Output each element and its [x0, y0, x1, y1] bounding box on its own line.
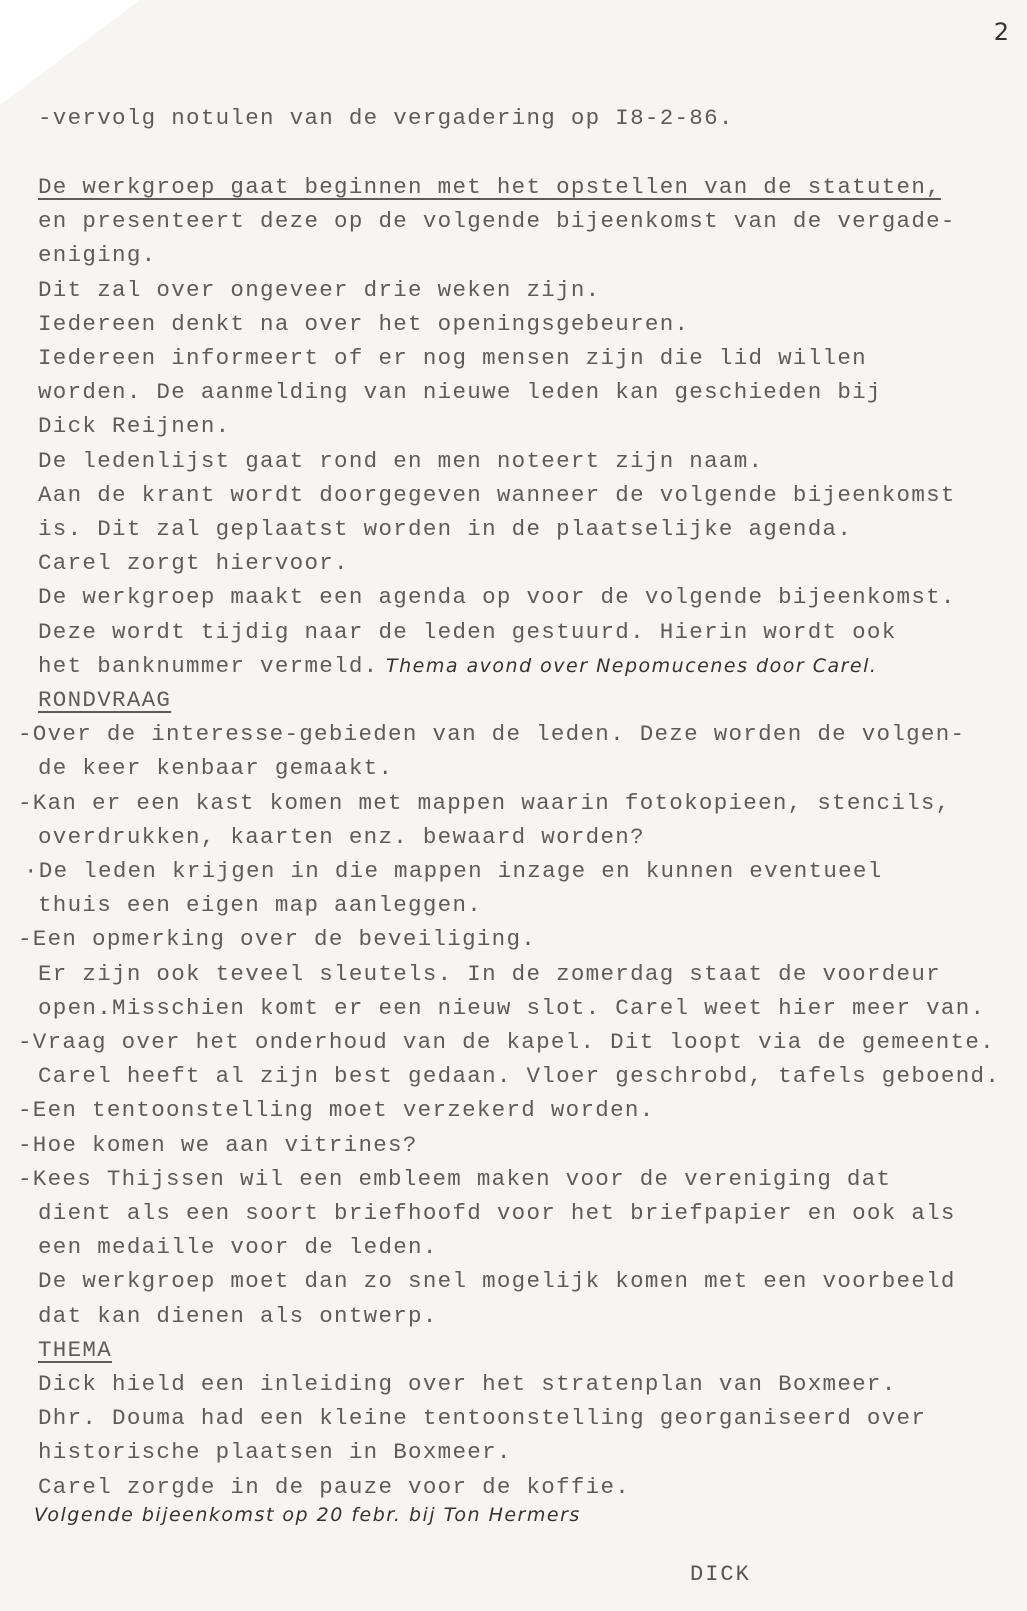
- text-line-content: -Een opmerking over de beveiliging.: [18, 926, 537, 953]
- text-line: [38, 172, 941, 202]
- text-line-content: een medaille voor de leden.: [38, 1234, 438, 1261]
- text-line: [38, 582, 956, 612]
- text-line-content: Carel zorgt hiervoor.: [38, 550, 349, 577]
- text-line: [38, 548, 349, 578]
- text-line: [18, 924, 536, 954]
- text-line: [18, 1164, 891, 1194]
- page-number: 2: [993, 18, 1009, 46]
- text-line-content: -Kees Thijssen wil een embleem maken voor de vereniging dat: [18, 1165, 892, 1192]
- text-line-content: open.Misschien komt er een nieuw slot. Carel weet hier meer van.: [38, 994, 986, 1021]
- text-line-content: ·De leden krijgen in die mappen inzage en kunnen eventueel: [24, 858, 883, 884]
- text-line-content: Iedereen informeert of er nog mensen zijn die lid willen: [38, 345, 867, 371]
- signature: DICK: [690, 1562, 751, 1587]
- text-line-content: RONDVRAAG: [38, 687, 172, 713]
- text-line: [38, 411, 230, 441]
- text-line-content: -Een tentoonstelling moet verzekerd worden.: [18, 1097, 655, 1124]
- text-line-content: Iedereen denkt na over het openingsgebeuren.: [38, 310, 690, 337]
- text-line: [18, 719, 965, 749]
- text-line-content: Dick hield een inleiding over het stratenplan van Boxmeer.: [38, 1371, 897, 1397]
- handwritten-footer: Volgende bijeenkomst op 20 febr. bij Ton Hermers: [34, 1503, 581, 1526]
- text-line: [38, 1198, 956, 1228]
- text-line: [38, 1266, 956, 1296]
- text-line: [38, 822, 645, 852]
- text-line: [38, 480, 956, 510]
- text-line-content: thuis een eigen map aanleggen.: [38, 892, 483, 919]
- text-line-content: -Vraag over het onderhoud van de kapel. Dit loopt via de gemeente.: [18, 1029, 995, 1055]
- text-line-content: -Kan er een kast komen met mappen waarin fotokopieen, stencils,: [18, 789, 951, 816]
- text-line-content: Er zijn ook teveel sleutels. In de zomerdag staat de voordeur: [38, 960, 941, 987]
- text-line: [38, 103, 734, 133]
- text-line-content: Dit zal over ongeveer drie weken zijn.: [38, 276, 601, 303]
- text-line-content: worden. De aanmelding van nieuwe leden kan geschieden bij: [38, 379, 882, 406]
- text-line: [38, 1403, 926, 1433]
- text-line: [38, 617, 897, 647]
- text-line-content: -Over de interesse-gebieden van de leden. Deze worden de volgen-: [18, 721, 966, 748]
- text-line: [18, 1130, 418, 1160]
- text-line-content: dat kan dienen als ontwerp.: [38, 1302, 438, 1329]
- text-line-content: De ledenlijst gaat rond en men noteert zijn naam.: [38, 447, 764, 474]
- text-line: [18, 788, 951, 818]
- text-line-content: de keer kenbaar gemaakt.: [38, 755, 394, 782]
- text-line-content: Carel zorgde in de pauze voor de koffie.: [38, 1473, 631, 1500]
- text-line: [38, 1061, 1000, 1091]
- text-line: [38, 309, 689, 339]
- text-line: [24, 856, 883, 886]
- text-line-content: De werkgroep gaat beginnen met het opstellen van de statuten,: [38, 174, 941, 200]
- text-line: [38, 1301, 438, 1331]
- text-line-content: THEMA: [38, 1336, 113, 1363]
- text-line: [38, 1369, 897, 1399]
- text-line: [18, 1095, 655, 1125]
- text-line-content: het banknummer vermeld.: [38, 652, 379, 679]
- text-line: [38, 685, 171, 715]
- text-line: [38, 1472, 630, 1502]
- text-line: [38, 1232, 438, 1262]
- text-line-content: -Hoe komen we aan vitrines?: [18, 1131, 418, 1158]
- text-line-content: overdrukken, kaarten enz. bewaard worden?: [38, 823, 645, 850]
- text-line-content: De werkgroep moet dan zo snel mogelijk komen met een voorbeeld: [38, 1268, 956, 1295]
- text-line: [38, 993, 985, 1023]
- text-line-content: is. Dit zal geplaatst worden in de plaatselijke agenda.: [38, 516, 853, 542]
- text-line-content: historische plaatsen in Boxmeer.: [38, 1439, 512, 1466]
- text-line: [38, 240, 156, 270]
- text-line-content: Aan de krant wordt doorgegeven wanneer de volgende bijeenkomst: [38, 481, 956, 508]
- text-line-content: Dhr. Douma had een kleine tentoonstelling georganiseerd over: [38, 1405, 927, 1432]
- text-line: [38, 275, 600, 305]
- text-line: [38, 651, 877, 681]
- folded-corner: [0, 0, 140, 105]
- text-line-content: -vervolg notulen van de vergadering op I8-2-86.: [38, 105, 734, 131]
- text-line: [38, 890, 482, 920]
- text-line: [18, 1027, 995, 1057]
- text-line: [38, 514, 852, 544]
- text-line: [38, 343, 867, 373]
- text-line-content: eniging.: [38, 242, 157, 269]
- text-line-content: Deze wordt tijdig naar de leden gestuurd. Hierin wordt ook: [38, 618, 897, 645]
- text-line-content: dient als een soort briefhoofd voor het briefpapier en ook als: [38, 1200, 956, 1226]
- text-line: [38, 377, 882, 407]
- text-line: [38, 446, 763, 476]
- text-line: [38, 1335, 112, 1365]
- text-line-content: Dick Reijnen.: [38, 413, 231, 440]
- text-line: [38, 959, 941, 989]
- text-line-content: De werkgroep maakt een agenda op voor de volgende bijeenkomst.: [38, 584, 956, 611]
- text-line: [38, 1437, 512, 1467]
- text-line: [38, 206, 956, 236]
- text-line-content: en presenteert deze op de volgende bijeenkomst van de vergade-: [38, 208, 956, 235]
- handwritten-note: Thema avond over Nepomucenes door Carel.: [378, 654, 878, 677]
- text-line-content: Carel heeft al zijn best gedaan. Vloer geschrobd, tafels geboend.: [38, 1063, 1001, 1090]
- text-line: [38, 753, 393, 783]
